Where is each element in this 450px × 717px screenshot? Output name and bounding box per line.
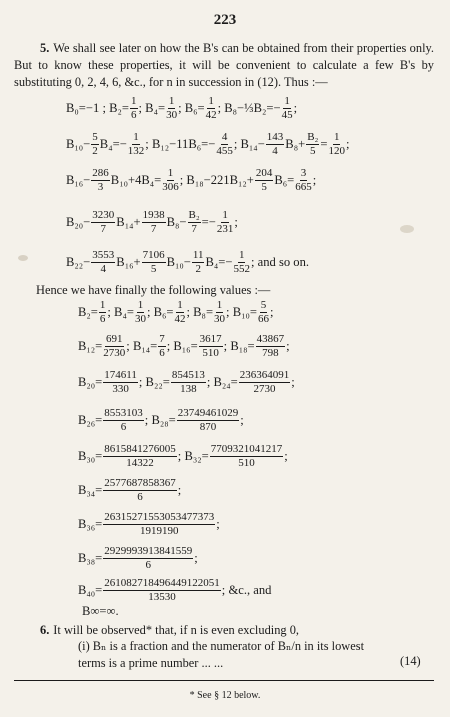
values-line-3 [78,370,295,395]
hence-line: Hence we have finally the following values :— [36,283,271,297]
fraction: $\frac{1}{6}$ [99,299,106,325]
fraction: $\frac{5}{66}$ [257,299,269,325]
eq-text: B₂₀− [66,215,91,229]
eq-text: B₂= [78,305,98,319]
eq-text: ; B₁₄− [233,137,265,151]
eq-text: B₃₄= [78,483,103,497]
eq-text: ; B₁₂−11B₆=− [145,137,216,151]
equation-number: (14) [400,654,421,668]
fraction: $\frac{691}{2730}$ [103,333,126,359]
fraction: $\frac{2929993913841559}{6}$ [104,545,193,571]
eq-text: ; B₄= [107,305,134,319]
eq-text: B₁₆+ [116,255,141,269]
equation-line-5 [66,250,309,275]
eq-text: ; B₁₆= [166,339,198,353]
fraction: $\frac{1}{6}$ [131,95,137,121]
fraction: $\frac{\text{B₂}}{7}$ [188,209,200,235]
values-line-2 [78,334,290,359]
fraction: $\frac{1938}{7}$ [142,209,165,235]
fraction: $\frac{1}{30}$ [134,299,146,325]
eq-text: ; &c., and [221,583,272,597]
eq-text: B₃₆= [78,517,103,531]
footnote-rule [14,680,434,681]
values-line-5 [78,444,288,469]
fraction: $\frac{286}{3}$ [92,167,109,193]
eq-text: ; B₈= [186,305,214,319]
equation-line-1 [66,96,297,121]
eq-text: B₁₄+ [116,215,141,229]
eq-text: ; B₂₄= [206,375,238,389]
fraction: $\frac{4}{455}$ [216,131,233,157]
values-line-7 [78,512,220,537]
fraction: $\frac{1}{42}$ [174,299,186,325]
section-number: 6. [40,623,50,637]
eq-text: ; [194,551,198,565]
values-line-1 [78,300,273,325]
eq-text: ; B₆= [146,305,174,319]
values-line-9 [78,578,271,603]
paragraph-5 [14,40,434,91]
fraction: $\frac{1}{552}$ [233,249,250,275]
fraction: $\frac{3}{665}$ [295,167,312,193]
values-line-4 [78,408,244,433]
fraction: $\frac{3230}{7}$ [92,209,115,235]
fraction: $\frac{26315271553053477373}{1919190}$ [104,511,215,537]
fraction: $\frac{1}{132}$ [127,131,145,157]
fraction: $\frac{8553103}{6}$ [104,407,143,433]
fraction: $\frac{174611}{330}$ [104,369,137,395]
eq-text: ; B₄= [138,101,166,115]
eq-text: B₃₈= [78,551,103,565]
fraction: $\frac{1}{30}$ [214,299,226,325]
eq-text: B₂= [109,101,130,115]
fraction: $\frac{11}{2}$ [192,249,204,275]
values-line-6 [78,478,181,503]
eq-text: = [320,137,328,151]
eq-text: ; [345,137,350,151]
eq-text: B₈+ [285,137,306,151]
eq-text: =− [201,215,216,229]
eq-text: ; B₆= [178,101,205,115]
eq-text: ; [286,339,290,353]
eq-text: ; [216,517,220,531]
values-line-8 [78,546,198,571]
eq-text: ; B₁₈−221B₁₂+ [179,173,254,187]
eq-text: ; [177,483,182,497]
eq-text: B₁₀− [66,137,91,151]
fraction: $\frac{3617}{510}$ [199,333,222,359]
fraction: $\frac{2577687858367}{6}$ [104,477,176,503]
eq-text: B₁₂= [78,339,103,353]
eq-text: ; [234,215,238,229]
eq-text: B₂₆= [78,413,103,427]
fraction: $\frac{1}{42}$ [205,95,217,121]
eq-text: ; B₈−⅓B₂=− [217,101,281,115]
paper-stain [18,255,28,261]
fraction: $\frac{1}{45}$ [281,95,293,121]
eq-text: ; and so on. [250,255,310,269]
section-number: 5. [40,41,50,55]
fraction: $\frac{1}{231}$ [216,209,234,235]
eq-text: B₀=−1 ; [66,101,106,115]
fraction: $\frac{1}{120}$ [328,131,345,157]
values-line-10: B∞=∞. [82,604,119,618]
eq-text: B₂₂− [66,255,91,269]
eq-text: ; [284,449,288,463]
eq-text: ; B₂₈= [144,413,176,427]
eq-text: B₈− [166,215,187,229]
fraction: $\frac{3553}{4}$ [92,249,115,275]
eq-text: ; [291,375,295,389]
fraction: $\frac{261082718496449122051}{13530}$ [104,577,220,603]
paper-stain [400,225,414,233]
eq-text: ; [312,173,317,187]
fraction: $\frac{1}{306}$ [162,167,179,193]
fraction: $\frac{204}{5}$ [255,167,273,193]
eq-text: ; B₃₂= [177,449,209,463]
fraction: $\frac{23749461029}{870}$ [177,407,239,433]
eq-text: ; B₁₄= [126,339,158,353]
eq-text: B₃₀= [78,449,103,463]
list-item-i: (i) Bₙ is a fraction and the numerator of Bₙ/n in its lowest terms is a prime number ... ... [78,639,365,670]
fraction: $\frac{43867}{798}$ [256,333,285,359]
fraction: $\frac{\text{B₂}}{5}$ [307,131,319,157]
eq-text: B₁₀− [166,255,191,269]
eq-text: B₄=− [205,255,233,269]
fraction: $\frac{7}{6}$ [159,333,165,359]
eq-text: B₆= [274,173,295,187]
equation-line-3 [66,168,316,193]
paragraph-text: It will be observed* that, if n is even excluding 0, [53,623,299,637]
equation-line-4 [66,210,238,235]
eq-text: ; B₁₀= [226,305,257,319]
fraction: $\frac{5}{2}$ [92,131,98,157]
fraction: $\frac{7106}{5}$ [142,249,165,275]
paragraph-6 [14,622,434,639]
eq-text: B₄₀= [78,583,103,597]
paragraph-text: We shall see later on how the B's can be obtained from their properties only. But to know these properties, it will be convenient to calculate a few B's by substituting 0, 2, 4, 6, &c., for n in succession in (12). Thus :— [14,41,434,89]
eq-text: B₁₀+4B₄= [110,173,162,187]
footnote: * See § 12 below. [189,690,261,701]
eq-text: ; [269,305,274,319]
eq-text: ; B₁₈= [223,339,255,353]
eq-text: ; B₂₂= [138,375,170,389]
eq-text: B₄=− [99,137,127,151]
eq-text: ; [240,413,244,427]
fraction: $\frac{7709321041217}{510}$ [210,443,283,469]
eq-text: B₂₀= [78,375,103,389]
page-number: 223 [213,12,237,28]
eq-text: ; [293,101,298,115]
fraction: $\frac{143}{4}$ [266,131,284,157]
fraction: $\frac{8615841276005}{14322}$ [104,443,176,469]
fraction: $\frac{854513}{138}$ [171,369,205,395]
fraction: $\frac{236364091}{2730}$ [239,369,290,395]
fraction: $\frac{1}{30}$ [166,95,178,121]
equation-line-2 [66,132,349,157]
eq-text: B₁₆− [66,173,91,187]
